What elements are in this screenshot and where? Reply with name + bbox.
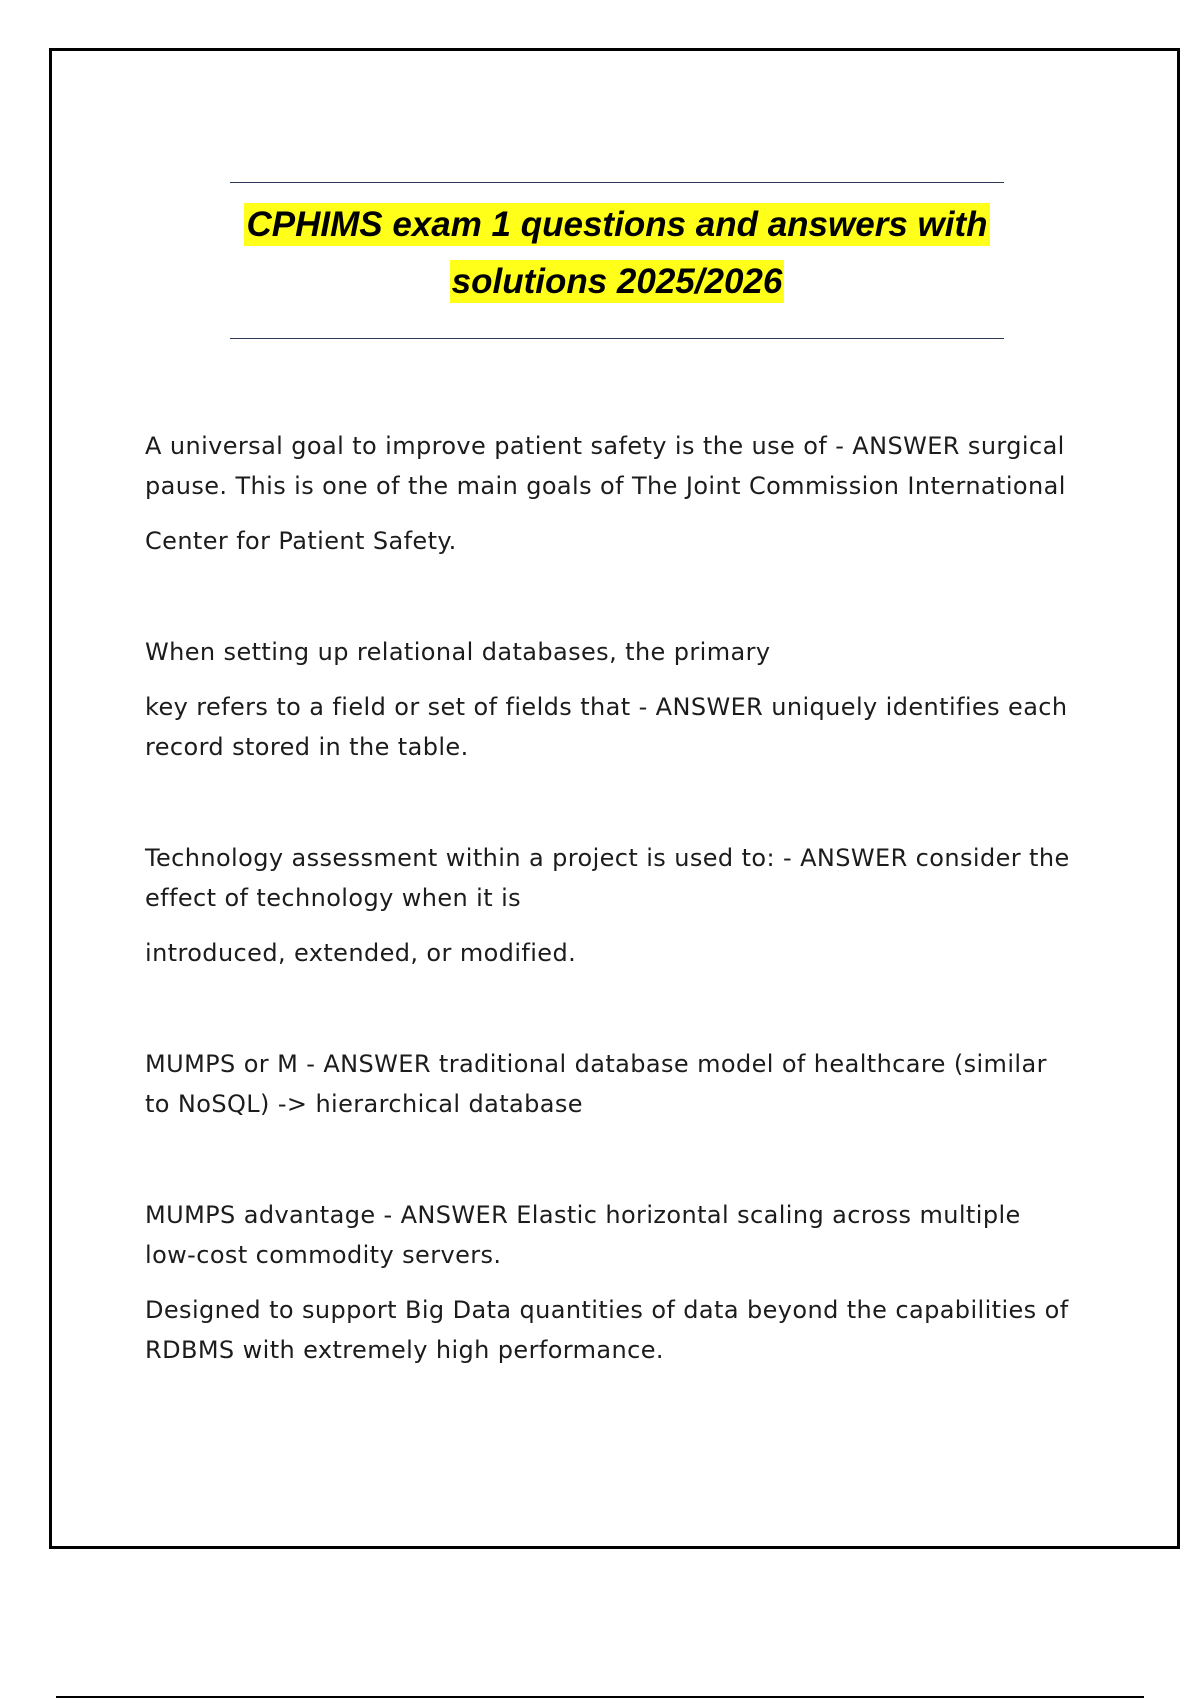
qa-paragraph: When setting up relational databases, the primary bbox=[145, 638, 771, 666]
qa-paragraph: key refers to a field or set of fields that - ANSWER uniquely identifies each record stored in the table. bbox=[145, 693, 1068, 761]
qa-paragraph: A universal goal to improve patient safety is the use of - ANSWER surgical pause. This is one of the main goals of The Joint Commission International bbox=[145, 432, 1066, 500]
document-title bbox=[230, 196, 1004, 310]
qa-paragraph: Designed to support Big Data quantities of data beyond the capabilities of RDBMS with extremely high performance. bbox=[145, 1296, 1069, 1364]
qa-item bbox=[145, 1044, 1075, 1124]
qa-paragraph: Technology assessment within a project is used to: - ANSWER consider the effect of technology when it is bbox=[145, 844, 1070, 912]
title-line-1: CPHIMS exam 1 questions and answers with bbox=[246, 205, 988, 244]
qa-item bbox=[145, 426, 1075, 561]
title-line-2: solutions 2025/2026 bbox=[451, 262, 783, 301]
title-top-rule bbox=[230, 182, 1004, 183]
qa-item bbox=[145, 1195, 1075, 1370]
qa-paragraph: introduced, extended, or modified. bbox=[145, 939, 577, 967]
qa-paragraph: MUMPS advantage - ANSWER Elastic horizontal scaling across multiple low-cost commodity servers. bbox=[145, 1201, 1021, 1269]
qa-content bbox=[145, 426, 1075, 1385]
title-bottom-rule bbox=[230, 338, 1004, 339]
qa-item bbox=[145, 838, 1075, 973]
qa-paragraph: Center for Patient Safety. bbox=[145, 527, 457, 555]
qa-paragraph: MUMPS or M - ANSWER traditional database model of healthcare (similar to NoSQL) -> hierarchical database bbox=[145, 1050, 1047, 1118]
qa-item bbox=[145, 632, 1075, 767]
footer-rule bbox=[56, 1696, 1144, 1698]
